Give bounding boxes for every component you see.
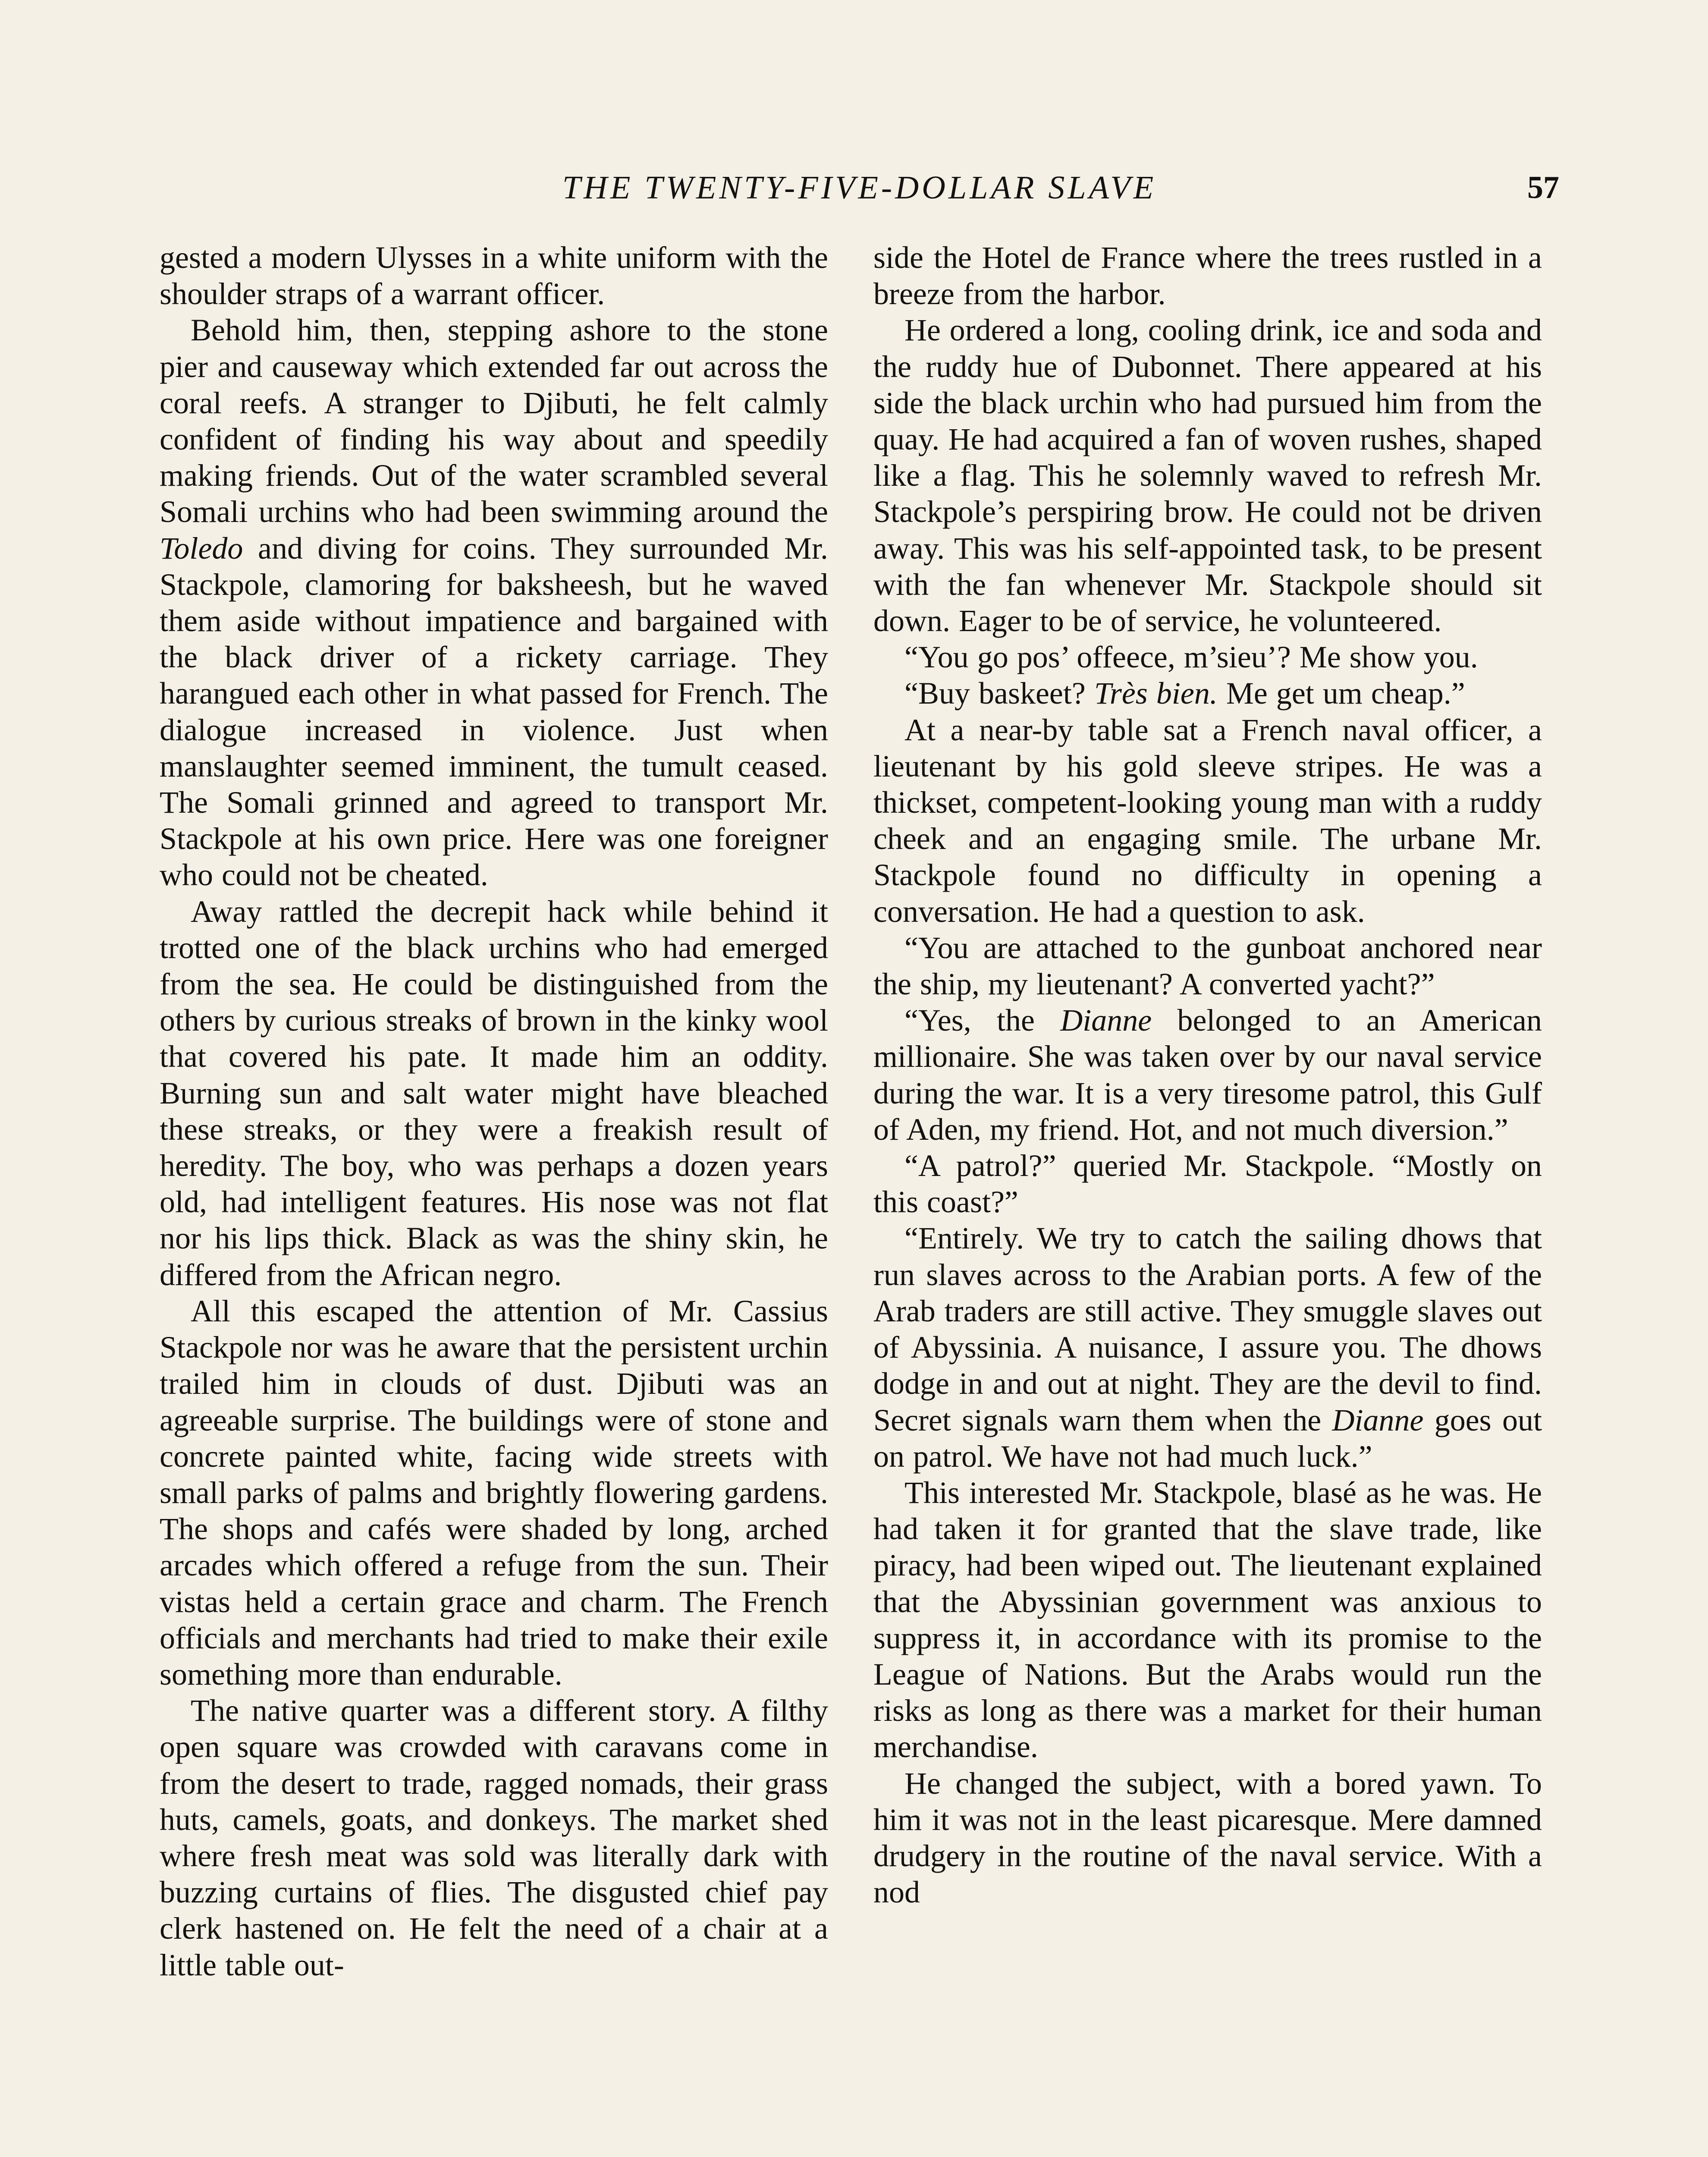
paragraph-text: and diving for coins. They surrounded Mr. Stackpole, clamoring for baksheesh, but he waved them aside without impatience and bargained with the black driver of a rickety carriage. They harangued each other in what passed for French. The dialogue increased in violence. Just when manslaughter seemed imminent, the tumult ceased. The Somali grinned and agreed to transport Mr. Stackpole at his own price. Here was one foreigner who could not be cheated. bbox=[160, 531, 828, 893]
paragraph bbox=[160, 312, 828, 893]
ship-name: Toledo bbox=[160, 531, 243, 566]
paragraph bbox=[873, 1220, 1542, 1474]
italic-phrase: Très bien. bbox=[1094, 676, 1218, 711]
paragraph: All this escaped the attention of Mr. Cassius Stackpole nor was he aware that the persistent urchin trailed him in clouds of dust. Djibuti was an agreeable surprise. The buildings were of stone and concrete painted white, facing wide streets with small parks of palms and brightly flowering gardens. The shops and cafés were shaded by long, arched arcades which offered a refuge from the sun. Their vistas held a certain grace and charm. The French officials and merchants had tried to make their exile something more than endurable. bbox=[160, 1293, 828, 1692]
paragraph-text: “Entirely. We try to catch the sailing dhows that run slaves across to the Arabian ports. A few of the Arab traders are still active. They smuggle slaves out of Abyssinia. A nuisance, I assure you. The dhows dodge in and out at night. They are the devil to find. Secret signals warn them when the bbox=[873, 1221, 1542, 1437]
paragraph: At a near-by table sat a French naval officer, a lieutenant by his gold sleeve stripes. He was a thickset, competent-looking young man with a ruddy cheek and an engaging smile. The urbane Mr. Stackpole found no difficulty in opening a conversation. He had a question to ask. bbox=[873, 712, 1542, 929]
paragraph: He changed the subject, with a bored yawn. To him it was not in the least picaresque. Mere damned drudgery in the routine of the naval service. With a nod bbox=[873, 1766, 1542, 1910]
paragraph-text: Behold him, then, stepping ashore to the stone pier and causeway which extended far out across the coral reefs. A stranger to Djibuti, he felt calmly confident of finding his way about and speedily making friends. Out of the water scrambled several Somali urchins who had been swimming around the bbox=[160, 313, 828, 529]
paragraph-text: goes out on patrol. We have not had much luck.” bbox=[873, 1402, 1542, 1474]
paragraph-text: “Yes, the bbox=[904, 1003, 1061, 1038]
paragraph: The native quarter was a different story. A filthy open square was crowded with caravans come in from the desert to trade, ragged nomads, their grass huts, camels, goats, and donkeys. The market shed where fresh meat was sold was literally dark with buzzing curtains of flies. The disgusted chief pay clerk hastened on. He felt the need of a chair at a little table out- bbox=[160, 1693, 828, 1982]
paragraph-text: belonged to an American millionaire. She was taken over by our naval service during the war. It is a very tiresome patrol, this Gulf of Aden, my friend. Hot, and not much diversion.” bbox=[873, 1003, 1542, 1147]
paragraph bbox=[873, 1002, 1542, 1148]
left-column bbox=[160, 239, 828, 1983]
running-header bbox=[160, 164, 1559, 211]
running-title: THE TWENTY-FIVE-DOLLAR SLAVE bbox=[562, 170, 1157, 206]
paragraph: Away rattled the decrepit hack while behind it trotted one of the black urchins who had emerged from the sea. He could be distinguished from the others by curious streaks of brown in the kinky wool that covered his pate. It made him an oddity. Burning sun and salt water might have bleached these streaks, or they were a freakish result of heredity. The boy, who was perhaps a dozen years old, had intelligent features. His nose was not flat nor his lips thick. Black as was the shiny skin, he differed from the African negro. bbox=[160, 894, 828, 1292]
paragraph: “You are attached to the gunboat anchored near the ship, my lieutenant? A converted yacht?” bbox=[873, 930, 1542, 1002]
right-column bbox=[873, 239, 1542, 1910]
paragraph: “You go pos’ offeece, m’sieu’? Me show you. bbox=[904, 640, 1478, 675]
paragraph: gested a modern Ulysses in a white uniform with the shoulder straps of a warrant officer. bbox=[160, 240, 828, 311]
paragraph: side the Hotel de France where the trees rustled in a breeze from the harbor. bbox=[873, 240, 1542, 311]
page-number: 57 bbox=[1527, 170, 1559, 205]
ship-name: Dianne bbox=[1332, 1402, 1424, 1437]
paragraph-text: Me get um cheap.” bbox=[1217, 676, 1465, 711]
paragraph-text: “Buy baskeet? bbox=[904, 676, 1094, 711]
paragraph: “A patrol?” queried Mr. Stackpole. “Mostly on this coast?” bbox=[873, 1148, 1542, 1220]
paragraph: He ordered a long, cooling drink, ice and soda and the ruddy hue of Dubonnet. There appeared at his side the black urchin who had pursued him from the quay. He had acquired a fan of woven rushes, shaped like a flag. This he solemnly waved to refresh Mr. Stackpole’s perspiring brow. He could not be driven away. This was his self-appointed task, to be present with the fan whenever Mr. Stackpole should sit down. Eager to be of service, he volunteered. bbox=[873, 313, 1542, 638]
ship-name: Dianne bbox=[1060, 1003, 1152, 1038]
paragraph: This interested Mr. Stackpole, blasé as he was. He had taken it for granted that the slave trade, like piracy, had been wiped out. The lieutenant explained that the Abyssinian government was anxious to suppress it, in accordance with its promise to the League of Nations. But the Arabs would run the risks as long as there was a market for their human merchandise. bbox=[873, 1475, 1542, 1764]
paragraph bbox=[873, 675, 1542, 711]
